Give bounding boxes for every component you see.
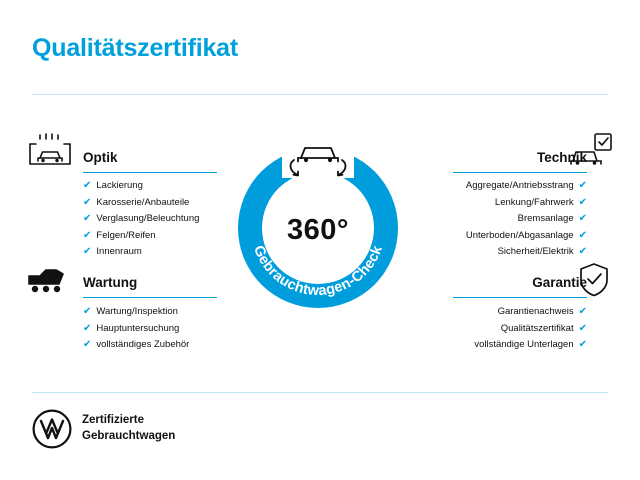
car-wash-icon bbox=[26, 131, 74, 169]
vw-logo bbox=[32, 409, 72, 449]
list-item-label: Innenraum bbox=[96, 246, 142, 257]
check-icon: ✔ bbox=[83, 322, 92, 334]
list-item bbox=[474, 337, 587, 354]
check-icon: ✔ bbox=[578, 213, 587, 224]
check-icon: ✔ bbox=[578, 306, 587, 317]
section-divider-technik bbox=[453, 172, 587, 173]
check-icon: ✔ bbox=[578, 322, 587, 334]
section-heading-garantie: Garantie bbox=[532, 275, 587, 290]
list-item bbox=[474, 304, 587, 321]
check-icon: ✔ bbox=[578, 196, 587, 208]
section-list-garantie bbox=[474, 304, 587, 354]
list-item bbox=[83, 304, 189, 321]
check-icon: ✔ bbox=[578, 229, 587, 241]
list-item-label: Qualitätszertifikat bbox=[500, 322, 574, 334]
list-item bbox=[83, 337, 189, 354]
section-list-wartung bbox=[83, 304, 189, 354]
list-item-label: Bremsanlage bbox=[517, 213, 574, 224]
list-item bbox=[466, 228, 587, 245]
section-divider-wartung bbox=[83, 297, 217, 298]
list-item bbox=[83, 228, 199, 245]
list-item-label: Felgen/Reifen bbox=[96, 229, 156, 241]
badge-degrees: 360° bbox=[287, 214, 349, 246]
section-heading-technik: Technik bbox=[536, 150, 587, 165]
badge-arc-label bbox=[238, 148, 398, 308]
list-item-label: Lenkung/Fahrwerk bbox=[494, 196, 574, 208]
section-list-optik bbox=[83, 178, 199, 261]
list-item-label: Karosserie/Anbauteile bbox=[96, 196, 190, 208]
list-item-label: Wartung/Inspektion bbox=[96, 306, 178, 317]
list-item bbox=[474, 321, 587, 338]
list-item bbox=[466, 211, 587, 228]
section-divider-garantie bbox=[453, 297, 587, 298]
list-item-label: Hauptuntersuchung bbox=[96, 322, 180, 334]
check-icon: ✔ bbox=[83, 180, 92, 191]
check-icon: ✔ bbox=[83, 306, 92, 317]
check-icon: ✔ bbox=[83, 213, 92, 224]
check-icon: ✔ bbox=[578, 180, 587, 191]
check-icon: ✔ bbox=[83, 339, 92, 350]
list-item bbox=[83, 178, 199, 195]
list-item-label: Verglasung/Beleuchtung bbox=[96, 213, 200, 224]
badge-360-check bbox=[218, 118, 418, 318]
section-divider-optik bbox=[83, 172, 217, 173]
check-icon: ✔ bbox=[578, 246, 587, 257]
list-item-label: Lackierung bbox=[96, 180, 143, 191]
title-divider bbox=[32, 94, 608, 95]
check-icon: ✔ bbox=[83, 246, 92, 257]
footer-divider bbox=[32, 392, 608, 393]
list-item-label: vollständiges Zubehör bbox=[96, 339, 190, 350]
list-item bbox=[83, 321, 189, 338]
list-item-label: Sicherheit/Elektrik bbox=[497, 246, 574, 257]
service-cart-icon bbox=[26, 262, 70, 296]
list-item bbox=[466, 244, 587, 261]
section-heading-optik: Optik bbox=[83, 150, 118, 165]
svg-text:Gebrauchtwagen-Check: Gebrauchtwagen-Check bbox=[250, 243, 386, 300]
footer-line-1: Zertifizierte bbox=[82, 414, 144, 426]
list-item-label: vollständige Unterlagen bbox=[474, 339, 574, 350]
list-item-label: Unterboden/Abgasanlage bbox=[465, 229, 574, 241]
list-item-label: Aggregate/Antriebsstrang bbox=[465, 180, 574, 191]
list-item bbox=[83, 244, 199, 261]
check-icon: ✔ bbox=[578, 339, 587, 350]
footer-line-2: Gebrauchtwagen bbox=[82, 430, 176, 442]
list-item bbox=[83, 211, 199, 228]
section-heading-wartung: Wartung bbox=[83, 275, 138, 290]
check-icon: ✔ bbox=[83, 196, 92, 208]
section-list-technik bbox=[466, 178, 587, 261]
page-title: Qualitätszertifikat bbox=[32, 34, 238, 62]
list-item bbox=[83, 195, 199, 212]
footer-text bbox=[82, 412, 175, 444]
list-item bbox=[466, 195, 587, 212]
list-item bbox=[466, 178, 587, 195]
check-icon: ✔ bbox=[83, 229, 92, 241]
list-item-label: Garantienachweis bbox=[497, 306, 574, 317]
